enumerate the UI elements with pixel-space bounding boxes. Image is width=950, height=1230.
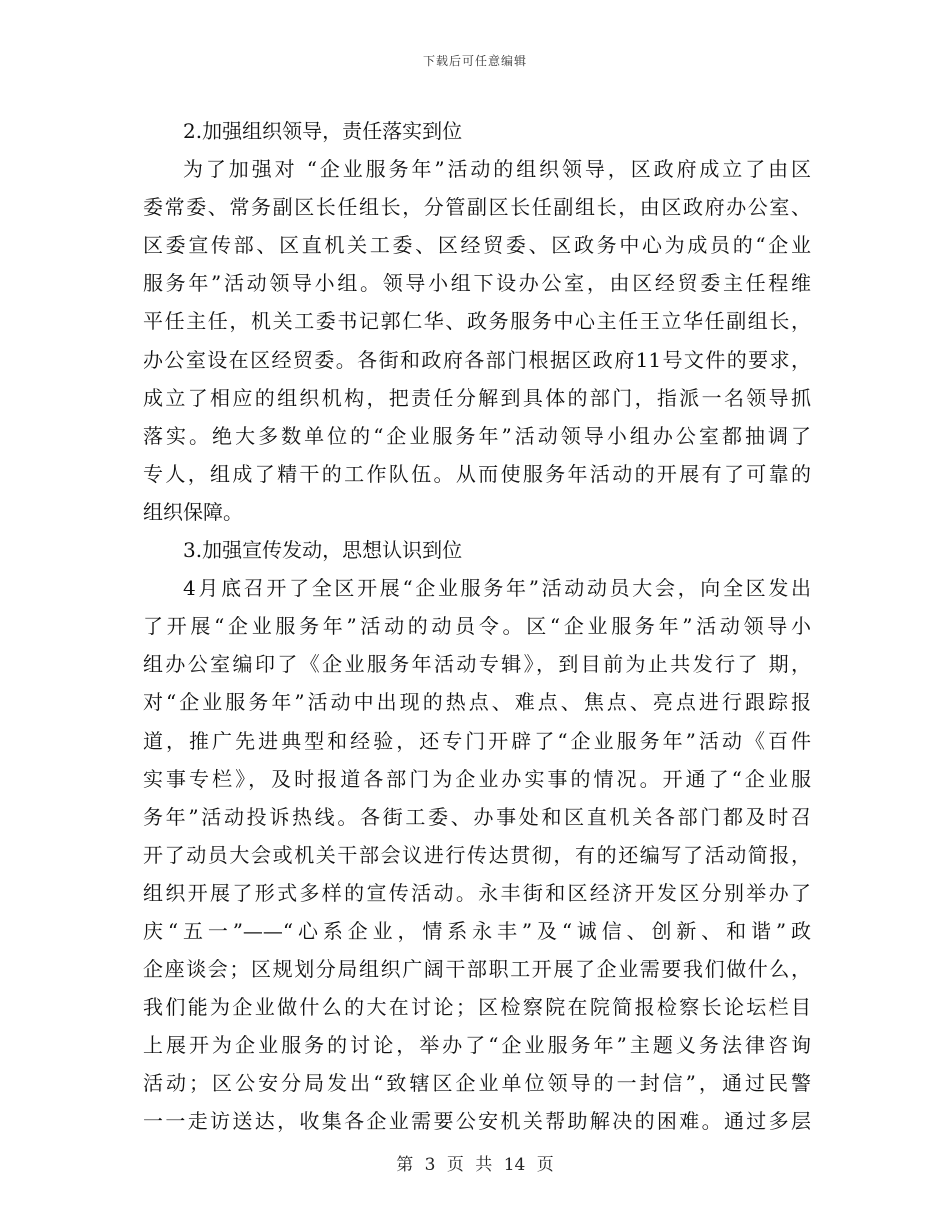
body-text-line: 对“企业服务年”活动中出现的热点、难点、焦点、亮点进行跟踪报 — [143, 690, 811, 715]
body-text-line: 道，推广先进典型和经验，还专门开辟了“企业服务年”活动《百件 — [143, 728, 811, 753]
body-text-line: 务年”活动投诉热线。各街工委、办事处和区直机关各部门都及时召 — [143, 804, 811, 829]
body-text-line: 一一走访送达，收集各企业需要公安机关帮助解决的困难。通过多层 — [143, 1109, 811, 1134]
body-text-line: 落实。绝大多数单位的“企业服务年”活动领导小组办公室都抽调了 — [143, 423, 811, 448]
body-text-line: 成立了相应的组织机构，把责任分解到具体的部门，指派一名领导抓 — [143, 385, 811, 410]
body-text-line: 4月底召开了全区开展“企业服务年”活动动员大会，向全区发出 — [183, 576, 811, 601]
body-text-line: 为了加强对 “企业服务年”活动的组织领导，区政府成立了由区 — [183, 157, 811, 182]
body-text-line: 区委宣传部、区直机关工委、区经贸委、区政务中心为成员的“企业 — [143, 233, 811, 258]
page-footer-pagination: 第 3 页 共 14 页 — [396, 1155, 554, 1175]
page-header-note: 下载后可任意编辑 — [422, 54, 527, 68]
body-text-line: 委常委、常务副区长任组长，分管副区长任副组长，由区政府办公室、 — [143, 195, 811, 220]
body-text-line: 服务年”活动领导小组。领导小组下设办公室，由区经贸委主任程维 — [143, 271, 811, 296]
body-text-line: 开了动员大会或机关干部会议进行传达贯彻，有的还编写了活动简报， — [143, 842, 811, 867]
body-text-line: 2.加强组织领导，责任落实到位 — [183, 119, 463, 143]
body-text-line: 实事专栏》，及时报道各部门为企业办实事的情况。开通了“企业服 — [143, 766, 811, 791]
body-text-line: 上展开为企业服务的讨论，举办了“企业服务年”主题义务法律咨询 — [143, 1033, 811, 1058]
body-text-line: 平任主任，机关工委书记郭仁华、政务服务中心主任王立华任副组长， — [143, 309, 811, 334]
body-text-line: 组织保障。 — [143, 499, 243, 524]
body-text-line: 企座谈会；区规划分局组织广阔干部职工开展了企业需要我们做什么， — [143, 957, 811, 982]
body-text-line: 了开展“企业服务年”活动的动员令。区“企业服务年”活动领导小 — [143, 614, 811, 639]
body-text-line: 活动；区公安分局发出“致辖区企业单位领导的一封信”，通过民警 — [143, 1071, 811, 1096]
body-text-line: 3.加强宣传发动，思想认识到位 — [183, 538, 463, 563]
body-text-line: 组织开展了形式多样的宣传活动。永丰街和区经济开发区分别举办了 — [143, 880, 811, 905]
document-body — [143, 112, 811, 1141]
body-text-line: 庆“五一”——“心系企业，情系永丰”及“诚信、创新、和谐”政 — [143, 918, 811, 943]
body-text-line: 我们能为企业做什么的大在讨论；区检察院在院简报检察长论坛栏目 — [143, 995, 811, 1020]
body-text-line: 办公室设在区经贸委。各街和政府各部门根据区政府11号文件的要求， — [143, 347, 811, 372]
body-text-line: 专人，组成了精干的工作队伍。从而使服务年活动的开展有了可靠的 — [143, 461, 811, 486]
body-text-line: 组办公室编印了《企业服务年活动专辑》，到目前为止共发行了 期， — [143, 652, 811, 677]
